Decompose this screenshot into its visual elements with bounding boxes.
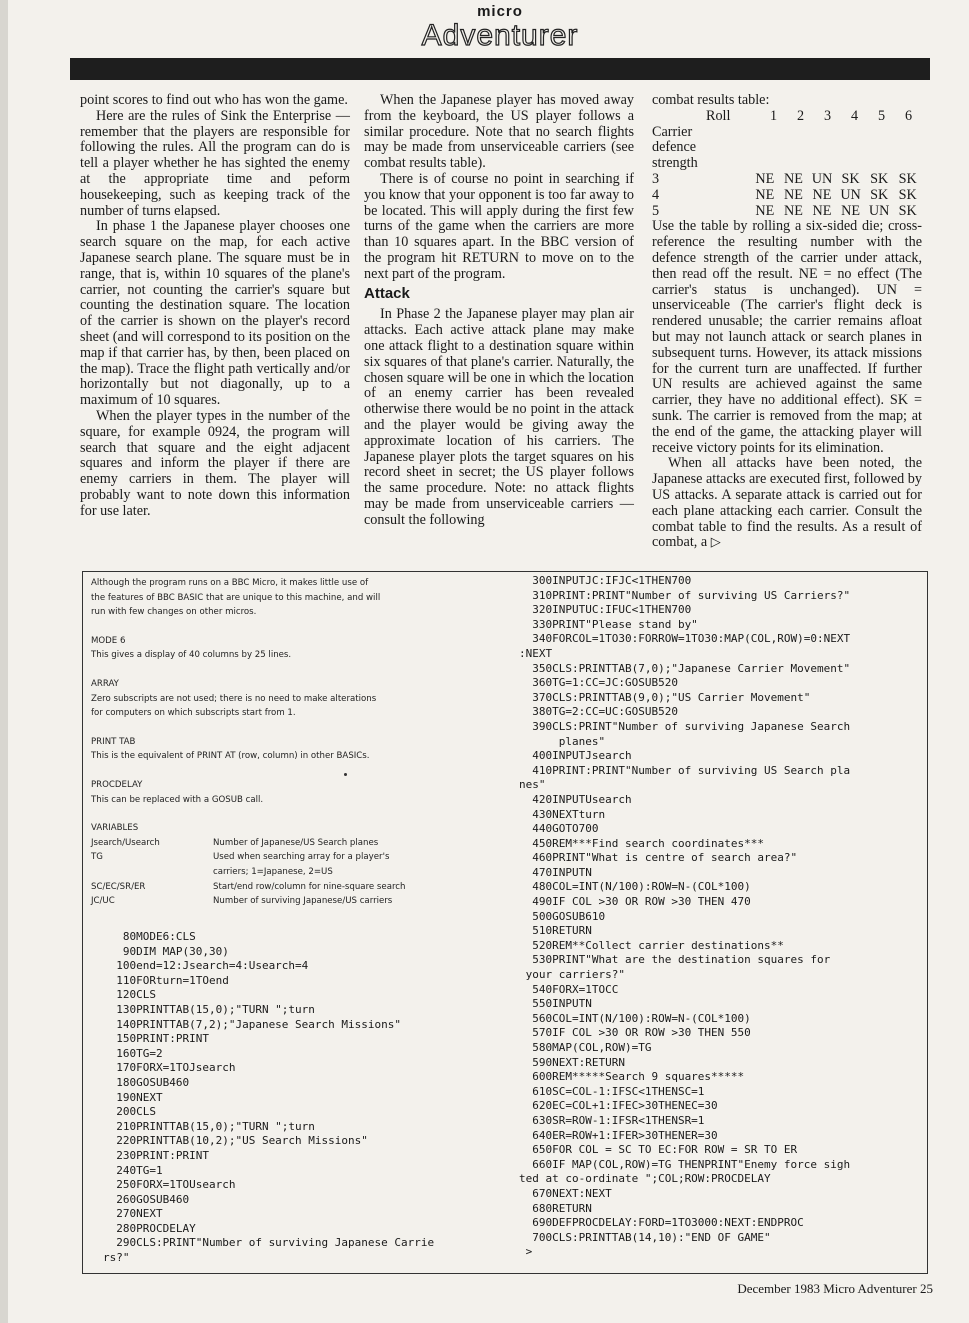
code-line: 540FORX=1TOCC [519,982,619,996]
code-line: 150PRINT:PRINT [103,1032,209,1046]
variable-description: carriers; 1=Japanese, 2=US [213,866,333,877]
code-line: 700CLS:PRINTTAB(14,10):"END OF GAME" [519,1230,771,1244]
code-line: 660IF MAP(COL,ROW)=TG THENPRINT"Enemy force sigh [519,1157,851,1171]
code-line: 620EC=COL+1:IFEC>30THENEC=30 [519,1099,718,1113]
code-line: 240TG=1 [103,1163,163,1177]
code-line: 140PRINTTAB(7,2);"Japanese Search Missions" [103,1017,402,1031]
paragraph: When the player types in the number of the square, for example 0924, the program will search that square and the eight adjacent squares and inform the player if there are enemy carriers in them. The player will probably want to note down this information for use later. [80,407,350,519]
variable-row [91,894,501,909]
spacer [652,109,706,125]
code-line: 510RETURN [519,924,592,938]
code-line: 680RETURN [519,1201,592,1215]
section-heading: Attack [364,284,410,302]
note-line: for computers on which subscripts start from 1. [91,708,296,719]
note-line: the features of BBC BASIC that are unique to this machine, and will [91,592,381,603]
code-line: 580MAP(COL,ROW)=TG [519,1041,652,1054]
print-speck [344,773,347,776]
variable-name: SC/EC/SR/ER [91,881,146,892]
code-line: 90DIM MAP(30,30) [103,944,229,958]
note-line: This can be replaced with a GOSUB call. [91,794,264,805]
code-line: 200CLS [103,1105,156,1119]
roll-value: 5 [877,107,886,124]
code-line: 610SC=COL-1:IFSC<1THENSC=1 [519,1084,705,1098]
program-notes [91,576,501,909]
code-line: 490IF COL >30 OR ROW >30 THEN 470 [519,895,751,909]
code-line: 570IF COL >30 OR ROW >30 THEN 550 [519,1026,751,1040]
code-line: 640ER=ROW+1:IFER>30THENER=30 [519,1128,718,1142]
code-line: 380TG=2:CC=UC:GOSUB520 [519,705,678,719]
code-line: rs?" [103,1251,130,1265]
table-row [652,188,922,204]
variable-name: TG [91,852,103,863]
continue-arrow-icon: ▷ [710,535,721,551]
roll-value: 3 [823,107,832,124]
masthead-adventurer: Adventurer [421,19,579,52]
roll-label: Roll [706,107,731,124]
code-line: 220PRINTTAB(10,2);"US Search Missions" [103,1134,368,1148]
result-cell: NE [812,202,832,219]
code-line: 430NEXTturn [519,807,606,821]
note-line: This gives a display of 40 columns by 25 lines. [91,650,292,661]
code-line: 670NEXT:NEXT [519,1186,612,1200]
code-line: 420INPUTUsearch [519,792,632,806]
code-line: 500GOSUB610 [519,909,606,923]
result-cell: SK [898,202,917,219]
code-line: 630SR=ROW-1:IFSR<1THENSR=1 [519,1113,705,1127]
variable-description: Start/end row/column for nine-square search [213,881,406,892]
variable-row [91,850,501,865]
code-listing-right [519,574,927,1260]
code-line: 360TG=1:CC=JC:GOSUB520 [519,676,678,690]
code-line: 370CLS:PRINTTAB(9,0);"US Carrier Movement" [519,690,811,704]
note-heading: PRINT TAB [91,736,136,747]
code-line: 530PRINT"What are the destination squares for [519,953,831,967]
roll-value: 2 [796,107,805,124]
note-line: Although the program runs on a BBC Micro, it makes little use of [91,578,369,588]
code-line: 480COL=INT(N/100):ROW=N-(COL*100) [519,880,751,894]
strength-cell: 3 [652,170,660,187]
code-line: 440GOTO700 [519,822,599,836]
variable-description: Number of surviving Japanese/US carriers [213,896,393,907]
roll-value: 1 [769,107,778,124]
code-line: 470INPUTN [519,865,592,879]
code-line: 110FORturn=1TOend [103,973,229,987]
code-line: 550INPUTN [519,997,592,1011]
code-line: 80MODE6:CLS [103,930,196,943]
code-line: 590NEXT:RETURN [519,1055,625,1069]
code-line: 560COL=INT(N/100):ROW=N-(COL*100) [519,1011,751,1025]
code-line: 250FORX=1TOUsearch [103,1178,236,1192]
result-cell: SK [870,186,889,203]
code-line: 160TG=2 [103,1046,163,1060]
code-line: 210PRINTTAB(15,0);"TURN ";turn [103,1119,315,1133]
strength-cell: 4 [652,186,660,203]
code-line: your carriers?" [519,968,625,982]
result-cell: NE [841,202,861,219]
code-line: 290CLS:PRINT"Number of surviving Japanese Carrie [103,1236,435,1250]
result-cell: NE [783,186,803,203]
result-cell: UN [840,186,861,203]
page-edge [0,0,8,1323]
code-line: 280PROCDELAY [103,1221,196,1235]
variable-description: Used when searching array for a player's [213,852,390,863]
program-listing-box [82,571,928,1274]
masthead-logo [420,4,580,60]
table-header-row [652,109,922,125]
result-cell: UN [868,202,890,219]
variable-name: Jsearch/Usearch [91,837,160,848]
code-line: 350CLS:PRINTTAB(7,0);"Japanese Carrier Movement" [519,661,851,675]
row-header-line: strength [652,155,698,172]
article-column-3 [652,93,922,551]
variable-description: Number of Japanese/US Search planes [213,837,379,848]
variable-name [91,865,209,880]
code-line: 330PRINT"Please stand by" [519,617,698,631]
code-line: 300INPUTJC:IFJC<1THEN700 [519,574,692,587]
code-line: 260GOSUB460 [103,1192,190,1206]
variable-row [91,880,501,895]
code-line: 320INPUTUC:IFUC<1THEN700 [519,603,692,617]
result-cell: NE [755,202,775,219]
table-row [652,172,922,188]
table-row [652,204,922,220]
code-line: 130PRINTTAB(15,0);"TURN ";turn [103,1002,315,1016]
paragraph: point scores to find out who has won the game. [80,92,348,108]
note-heading: PROCDELAY [91,779,143,790]
variable-name: JC/UC [91,896,115,907]
code-line: 190NEXT [103,1090,163,1104]
code-line: 170FORX=1TOJsearch [103,1061,236,1075]
result-cell: SK [841,170,860,187]
code-line: 450REM***Find search coordinates*** [519,836,765,850]
code-line: :NEXT [519,646,553,660]
code-line: 650FOR COL = SC TO EC:FOR ROW = SR TO ER [519,1143,798,1157]
masthead-micro: micro [477,3,523,20]
header-bar [70,58,930,80]
code-line: 270NEXT [103,1207,163,1221]
code-line: 400INPUTJsearch [519,749,632,763]
code-line: 690DEFPROCDELAY:FORD=1TO3000:NEXT:ENDPROC [519,1216,804,1230]
variable-row [91,865,501,880]
note-line: Zero subscripts are not used; there is no need to make alterations [91,693,377,704]
code-line: planes" [519,734,606,748]
code-line: 600REM*****Search 9 squares***** [519,1070,745,1084]
note-line: This is the equivalent of PRINT AT (row, column) in other BASICs. [91,751,370,762]
strength-cell: 5 [652,202,660,219]
code-line: 120CLS [103,988,156,1002]
note-line: run with few changes on other micros. [91,607,257,618]
paragraph [652,456,922,551]
result-cell: UN [811,170,833,187]
paragraph: Here are the rules of Sink the Enterprise — remember that the players are responsible for following the rules. All the program can do is tell a player whether he has sighted the enemy at the appropriate time and peform housekeeping, such as keeping track of the number of turns elapsed. [80,107,350,219]
code-line: 460PRINT"What is centre of search area?" [519,851,798,865]
paragraph: In Phase 2 the Japanese player may plan air attacks. Each active attack plane may make one attack flight to a destination square within six squares of that plane's carrier. Naturally, the chosen square will be one in which the location of an enemy carrier has been revealed otherwise there would be no point in the attack and the player would be giving away the approximate location of his carriers. The Japanese player plots the target squares on his record sheet in secret; the US player follows the same procedure. Note: no attack flights may be made from unserviceable carriers — consult the following [364,306,634,528]
result-cell: NE [783,170,803,187]
code-line: 340FORCOL=1TO30:FORROW=1TO30:MAP(COL,ROW)=0:NEXT [519,632,851,646]
variable-row [91,836,501,851]
result-cell: SK [870,170,889,187]
result-cell: NE [755,186,775,203]
row-header-line: defence [652,139,697,156]
paragraph: Use the table by rolling a six-sided die; cross-reference the resulting number with the defence strength of the carrier under attack, then read off the result. NE = no effect (The carrier's status is unchanged). UN = unserviceable (The carrier's flight deck is rendered unusable; the carrier remains afloat but may not launch attack or search planes in subsequent turns. However, its attack missions for the current turn are unaffected. If further UN results are achieved against the same carrier, they have no additional effect). SK = sunk. The carrier is removed from the map; at the end of the game, the attacking player will receive victory points for its elimination. [652,218,922,456]
result-cell: SK [898,186,917,203]
code-line: 310PRINT:PRINT"Number of surviving US Carriers?" [519,588,851,602]
code-listing-left [103,930,518,1266]
code-line: 520REM**Collect carrier destinations** [519,938,784,952]
code-line: 100end=12:Jsearch=4:Usearch=4 [103,959,309,973]
table-intro: combat results table: [652,92,770,108]
combat-results-table [652,93,922,219]
code-line: nes" [519,778,546,792]
result-cell: NE [783,202,803,219]
article-column-1 [80,93,350,520]
result-cell: NE [755,170,775,187]
paragraph-text: When all attacks have been noted, the Japanese attacks are executed first, followed by US attacks. A separate attack is carried out for each plane attacking each carrier. Consult the combat table to find the results. As a result of combat, a [652,455,922,551]
note-heading: MODE 6 [91,635,126,646]
page-footer: December 1983 Micro Adventurer 25 [737,1281,933,1296]
paragraph: In phase 1 the Japanese player chooses one search square on the map, for each active Japanese search plane. The square must be in range, that is, within 10 squares of the plane's carrier, not counting the carrier's square but counting the destination square. The location of the carrier is shown on the player's record sheet (and will correspond to its position on the map if that carrier has, by then, been placed on the map). Trace the flight path vertically and/or horizontally but not diagonally, up to a maximum of 10 squares. [80,218,350,409]
paragraph: When the Japanese player has moved away from the keyboard, the US player follows a similar procedure. Note that no search flights may be made from unserviceable carriers (see combat results table). [364,92,634,172]
result-cell: NE [812,186,832,203]
code-line: 230PRINT:PRINT [103,1148,209,1162]
roll-value: 4 [850,107,859,124]
result-cell: SK [898,170,917,187]
code-line: 180GOSUB460 [103,1075,190,1089]
note-heading: VARIABLES [91,823,139,834]
roll-value: 6 [904,107,913,124]
code-line: > [519,1245,533,1259]
row-header-line: Carrier [652,123,693,140]
code-line: 410PRINT:PRINT"Number of surviving US Search pla [519,763,851,777]
code-line: 390CLS:PRINT"Number of surviving Japanese Search [519,719,851,733]
note-heading: ARRAY [91,678,119,689]
article-column-2 [364,93,634,529]
paragraph: There is of course no point in searching if you know that your opponent is too far away to be located. This will apply during the first few turns of the game when the carriers are more than 10 squares apart. In the BBC version of the program hit RETURN to move on to the next part of the program. [364,170,634,282]
code-line: ted at co-ordinate ";COL;ROW:PROCDELAY [519,1172,771,1186]
